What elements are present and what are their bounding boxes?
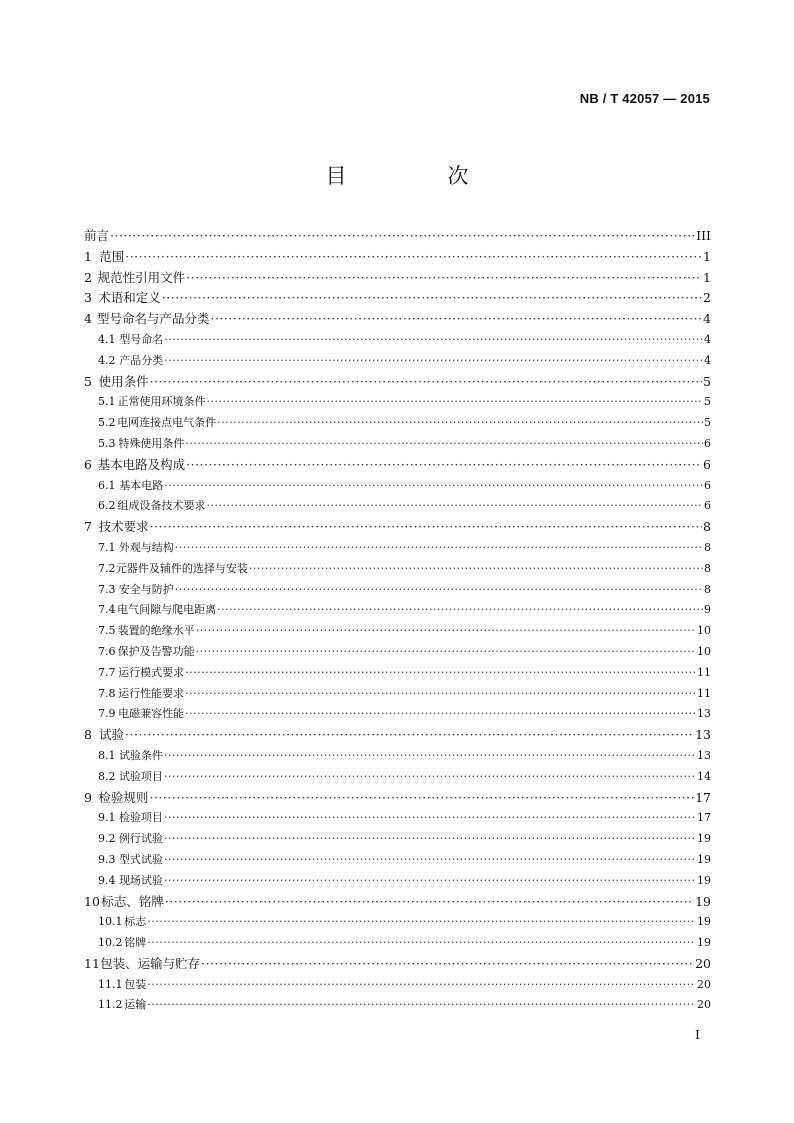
toc-entry-number: 2 [84, 269, 92, 285]
dot-leader [185, 663, 696, 684]
toc-entry-page: 9 [704, 603, 711, 617]
toc-entry-label: 特殊使用条件 [118, 436, 185, 450]
toc-entry-number: 11 [84, 955, 100, 971]
toc-entry[interactable] [84, 725, 711, 746]
toc-subentry[interactable] [84, 330, 711, 351]
toc-entry-label: 保护及告警功能 [117, 644, 195, 658]
toc-entry[interactable] [84, 517, 711, 538]
toc-subentry[interactable] [84, 642, 711, 663]
toc-entry-page: 11 [697, 665, 711, 679]
toc-entry-page: 1 [703, 248, 711, 264]
toc-entry-page: 20 [697, 998, 711, 1012]
toc-entry-label: 运行模式要求 [118, 665, 185, 679]
toc-entry-page: 13 [697, 707, 711, 721]
toc-entry-number: 10.1 [98, 915, 123, 929]
toc-entry-label: 标志、铭牌 [101, 893, 164, 909]
dot-leader [185, 684, 696, 705]
toc-entry-number: 9 [84, 789, 92, 805]
toc-entry-label: 装置的绝缘水平 [117, 624, 195, 638]
toc-entry-page: 4 [703, 311, 711, 327]
page-title: 目 次 [325, 164, 509, 188]
toc-entry-page: 17 [697, 811, 711, 825]
dot-leader [185, 434, 703, 455]
dot-leader [147, 912, 696, 933]
toc-entry-page: 1 [703, 269, 711, 285]
toc-entry-label: 铭牌 [124, 936, 147, 950]
dot-leader [164, 476, 703, 497]
dot-leader [164, 871, 696, 892]
toc-entry-page: 17 [695, 789, 711, 805]
dot-leader [162, 288, 702, 309]
dot-leader [196, 642, 696, 663]
dot-leader [150, 372, 702, 393]
toc-entry-label: 电网连接点电气条件 [117, 416, 217, 430]
toc-entry-label: 例行试验 [118, 832, 163, 846]
toc-entry-page: 4 [704, 332, 711, 346]
dot-leader [201, 954, 694, 975]
toc-entry-number: 9.4 [98, 873, 116, 887]
toc-entry-page: 8 [704, 582, 711, 596]
toc-entry[interactable] [84, 247, 711, 268]
toc-entry[interactable] [84, 226, 711, 247]
toc-subentry[interactable] [84, 829, 711, 850]
toc-entry-label: 检验项目 [118, 811, 163, 825]
toc-subentry[interactable] [84, 559, 711, 580]
toc-entry-page: 6 [704, 436, 711, 450]
toc-entry-label: 使用条件 [98, 373, 149, 389]
dot-leader [217, 413, 703, 434]
toc-entry-page: 6 [703, 456, 711, 472]
toc-entry-label: 标志 [124, 915, 147, 929]
dot-leader [207, 392, 703, 413]
toc-subentry[interactable] [84, 850, 711, 871]
toc-entry-number: 7.8 [98, 686, 116, 700]
toc-entry-number: 7.6 [98, 644, 116, 658]
dot-leader [164, 808, 696, 829]
toc-entry-number: 7.4 [98, 603, 116, 617]
toc-subentry[interactable] [84, 684, 711, 705]
toc-entry-page: 20 [695, 955, 711, 971]
toc-entry-number: 7 [84, 519, 92, 535]
toc-entry-label: 电磁兼容性能 [118, 707, 185, 721]
toc-entry-label: 基本电路 [119, 478, 164, 492]
toc-subentry[interactable] [84, 995, 711, 1016]
toc-subentry[interactable] [84, 767, 711, 788]
toc-entry-number: 8.2 [98, 769, 116, 783]
dot-leader [164, 330, 703, 351]
toc-entry[interactable] [84, 788, 711, 809]
toc-subentry[interactable] [84, 663, 711, 684]
toc-entry-label: 安全与防护 [118, 582, 174, 596]
page-number: I [695, 1027, 700, 1042]
toc-subentry[interactable] [84, 413, 711, 434]
toc-entry-number: 7.7 [98, 665, 116, 679]
toc-subentry[interactable] [84, 476, 711, 497]
toc-entry-label: 试验项目 [118, 769, 163, 783]
toc-entry-number: 9.1 [98, 811, 116, 825]
toc-subentry[interactable] [84, 580, 711, 601]
toc-entry-label: 试验 [99, 727, 125, 743]
toc-entry[interactable] [84, 268, 711, 289]
toc-subentry[interactable] [84, 434, 711, 455]
toc-entry-number: 6 [84, 456, 92, 472]
dot-leader [147, 975, 696, 996]
dot-leader [125, 247, 702, 268]
toc-entry-number: 10.2 [98, 936, 123, 950]
toc-entry-number: 7.3 [98, 582, 116, 596]
toc-subentry[interactable] [84, 912, 711, 933]
toc-entry-label: 基本电路及构成 [97, 456, 186, 472]
toc-entry-number: 5.2 [98, 416, 116, 430]
toc-entry-number: 4.1 [98, 332, 116, 346]
table-of-contents [84, 226, 711, 1016]
toc-entry-label: 外观与结构 [118, 540, 174, 554]
toc-entry-number: 6.1 [98, 478, 116, 492]
toc-entry-number: 7.5 [98, 624, 116, 638]
toc-entry-page: 6 [704, 499, 711, 513]
toc-entry-label: 组成设备技术要求 [117, 499, 206, 513]
toc-subentry[interactable] [84, 621, 711, 642]
toc-entry[interactable] [84, 372, 711, 393]
toc-entry-label: 正常使用环境条件 [117, 395, 206, 409]
toc-entry-page: 19 [697, 915, 711, 929]
dot-leader [149, 788, 694, 809]
toc-entry-label: 元器件及辅件的选择与安装 [115, 561, 248, 575]
toc-entry-label: 检验规则 [98, 789, 149, 805]
dot-leader [249, 559, 703, 580]
toc-entry-label: 现场试验 [118, 873, 163, 887]
toc-entry-label: 型号命名 [119, 332, 164, 346]
toc-entry-page: 19 [697, 852, 711, 866]
dot-leader [186, 455, 702, 476]
toc-entry-number: 9.2 [98, 832, 116, 846]
toc-entry-page: 4 [704, 353, 711, 367]
dot-leader [164, 746, 696, 767]
toc-entry-number: 4.2 [98, 353, 116, 367]
toc-subentry[interactable] [84, 808, 711, 829]
toc-subentry[interactable] [84, 392, 711, 413]
toc-entry-page: 10 [697, 644, 711, 658]
toc-entry-number: 9.3 [98, 852, 116, 866]
toc-entry-page: 2 [703, 290, 711, 306]
toc-entry-number: 5 [84, 373, 92, 389]
toc-entry-label: 产品分类 [119, 353, 164, 367]
toc-subentry[interactable] [84, 704, 711, 725]
toc-entry-page: III [696, 228, 711, 243]
toc-subentry[interactable] [84, 600, 711, 621]
toc-entry-page: 8 [703, 519, 711, 535]
toc-entry-page: 6 [704, 478, 711, 492]
dot-leader [147, 933, 696, 954]
toc-entry-page: 8 [704, 561, 711, 575]
dot-leader [147, 995, 696, 1016]
toc-entry-label: 技术要求 [98, 519, 149, 535]
toc-entry-page: 19 [695, 893, 711, 909]
toc-entry-label: 电气间隙与爬电距离 [117, 603, 217, 617]
toc-entry-page: 11 [697, 686, 711, 700]
toc-subentry[interactable] [84, 538, 711, 559]
toc-entry-page: 14 [697, 769, 711, 783]
dot-leader [175, 538, 703, 559]
toc-entry-label: 前言 [84, 228, 110, 243]
toc-entry-page: 19 [697, 832, 711, 846]
toc-entry-number: 4 [84, 311, 92, 327]
toc-entry-label: 规范性引用文件 [97, 269, 186, 285]
dot-leader [196, 621, 696, 642]
toc-entry-page: 13 [695, 727, 711, 743]
toc-entry-number: 11.1 [98, 977, 123, 991]
toc-entry-number: 7.9 [98, 707, 116, 721]
toc-entry-label: 包装、运输与贮存 [100, 955, 201, 971]
toc-entry-page: 5 [703, 373, 711, 389]
toc-entry[interactable] [84, 954, 711, 975]
toc-subentry[interactable] [84, 975, 711, 996]
dot-leader [164, 767, 696, 788]
toc-entry-label: 包装 [124, 977, 147, 991]
dot-leader [164, 351, 703, 372]
toc-subentry[interactable] [84, 933, 711, 954]
dot-leader [164, 850, 696, 871]
toc-entry-number: 7.1 [98, 540, 116, 554]
toc-entry-label: 运输 [124, 998, 147, 1012]
dot-leader [175, 580, 703, 601]
toc-entry-number: 11.2 [98, 998, 123, 1012]
toc-entry-number: 1 [84, 248, 92, 264]
standard-code: NB / T 42057 — 2015 [579, 91, 710, 106]
toc-entry-number: 6.2 [98, 499, 116, 513]
dot-leader [150, 517, 702, 538]
toc-entry[interactable] [84, 892, 711, 913]
toc-entry-page: 13 [697, 748, 711, 762]
toc-subentry[interactable] [84, 496, 711, 517]
toc-entry-number: 7.2 [98, 561, 116, 575]
toc-entry-number: 8.1 [98, 748, 116, 762]
toc-entry[interactable] [84, 455, 711, 476]
dot-leader [185, 704, 696, 725]
dot-leader [165, 892, 694, 913]
toc-entry-label: 范围 [99, 248, 125, 264]
dot-leader [125, 725, 694, 746]
toc-entry-page: 5 [704, 395, 711, 409]
toc-entry-label: 型号命名与产品分类 [96, 311, 210, 327]
toc-entry-number: 8 [84, 727, 92, 743]
dot-leader [164, 829, 696, 850]
toc-entry[interactable] [84, 288, 711, 309]
toc-entry-page: 10 [697, 624, 711, 638]
toc-entry[interactable] [84, 309, 711, 330]
toc-entry-number: 3 [84, 290, 92, 306]
toc-subentry[interactable] [84, 351, 711, 372]
toc-entry-label: 型式试验 [118, 852, 163, 866]
dot-leader [207, 496, 703, 517]
dot-leader [210, 309, 702, 330]
toc-entry-page: 19 [697, 936, 711, 950]
toc-entry-page: 19 [697, 873, 711, 887]
toc-subentry[interactable] [84, 871, 711, 892]
toc-entry-number: 10 [84, 893, 100, 909]
dot-leader [217, 600, 703, 621]
toc-entry-page: 8 [704, 540, 711, 554]
toc-entry-number: 5.1 [98, 395, 116, 409]
toc-entry-label: 试验条件 [118, 748, 163, 762]
toc-subentry[interactable] [84, 746, 711, 767]
dot-leader [110, 226, 695, 247]
dot-leader [186, 268, 702, 289]
toc-entry-label: 运行性能要求 [118, 686, 185, 700]
toc-entry-label: 术语和定义 [98, 290, 161, 306]
toc-entry-page: 20 [697, 977, 711, 991]
toc-entry-number: 5.3 [98, 436, 116, 450]
toc-entry-page: 5 [704, 416, 711, 430]
